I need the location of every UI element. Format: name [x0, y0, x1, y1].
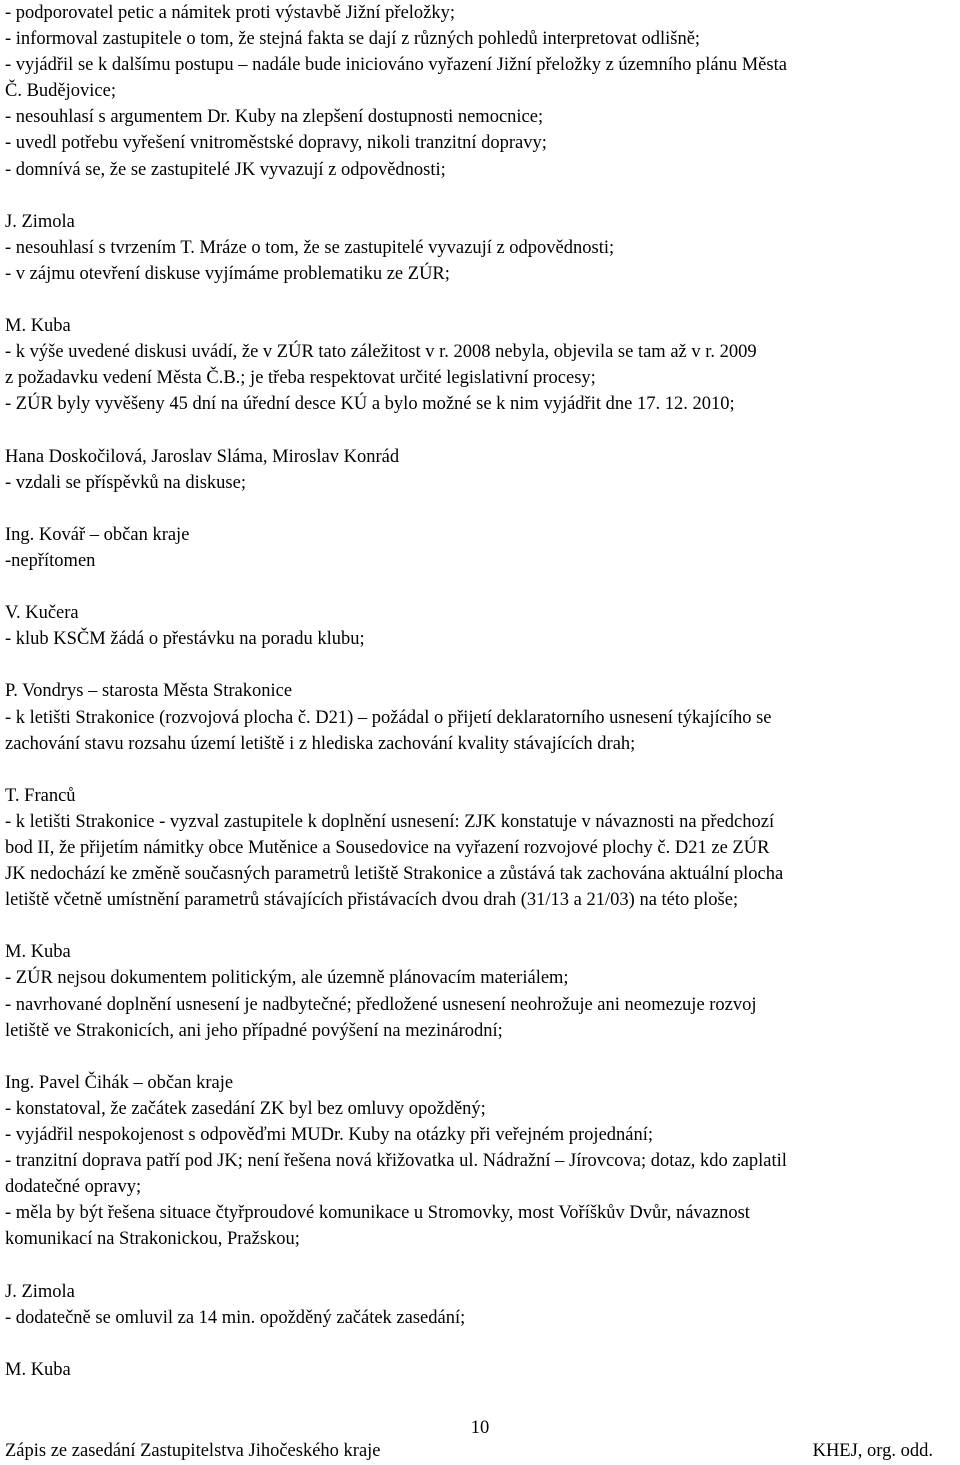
text-line: letiště včetně umístnění parametrů stávajících přistávacích dvou drah (31/13 a 21/03) na této ploše; — [5, 890, 739, 911]
text-line: - vzdali se příspěvků na diskuse; — [5, 472, 246, 493]
speaker-name: P. Vondrys – starosta Města Strakonice — [5, 681, 293, 702]
speaker-section — [5, 418, 955, 496]
document-body — [5, 0, 955, 1383]
paragraph-gap — [5, 496, 955, 522]
speaker-name: T. Franců — [5, 785, 76, 806]
speaker-name: J. Zimola — [5, 1281, 75, 1302]
speaker-section — [5, 1331, 955, 1383]
text-line: - uvedl potřebu vyřešení vnitroměstské dopravy, nikoli tranzitní dopravy; — [5, 133, 547, 154]
speaker-name: J. Zimola — [5, 211, 75, 232]
paragraph-gap — [5, 287, 955, 313]
text-line: - nesouhlasí s argumentem Dr. Kuby na zlepšení dostupnosti nemocnice; — [5, 107, 544, 128]
speaker-name: M. Kuba — [5, 316, 71, 337]
text-line: Č. Budějovice; — [5, 81, 116, 102]
text-line: - klub KSČM žádá o přestávku na poradu klubu; — [5, 629, 365, 650]
paragraph-gap — [5, 574, 955, 600]
paragraph-gap — [5, 1044, 955, 1070]
text-line: dodatečné opravy; — [5, 1177, 142, 1198]
text-line: - k letišti Strakonice - vyzval zastupitele k doplnění usnesení: ZJK konstatuje v návaznosti na předchozí — [5, 811, 775, 832]
footer-left-text: Zápis ze zasedání Zastupitelstva Jihočeského kraje — [5, 1441, 381, 1461]
speaker-section — [5, 757, 955, 914]
text-line: - ZÚR nejsou dokumentem politickým, ale územně plánovacím materiálem; — [5, 968, 569, 989]
speaker-section — [5, 287, 955, 417]
text-line: - měla by být řešena situace čtyřproudové komunikace u Stromovky, most Voříškův Dvůr, návaznost — [5, 1203, 750, 1224]
paragraph-gap — [5, 913, 955, 939]
paragraph-gap — [5, 1331, 955, 1357]
paragraph-gap — [5, 183, 955, 209]
text-line: - vyjádřil se k dalšímu postupu – nadále bude iniciováno vyřazení Jižní přeložky z územního plánu Města — [5, 55, 787, 76]
text-line: - dodatečně se omluvil za 14 min. opožděný začátek zasedání; — [5, 1307, 466, 1328]
speaker-section — [5, 652, 955, 756]
text-line: - konstatoval, že začátek zasedání ZK byl bez omluvy opožděný; — [5, 1098, 486, 1119]
speaker-name: Ing. Kovář – občan kraje — [5, 524, 190, 545]
speaker-name: M. Kuba — [5, 942, 71, 963]
text-line: z požadavku vedení Města Č.B.; je třeba respektovat určité legislativní procesy; — [5, 368, 596, 389]
text-line: zachování stavu rozsahu území letiště i z hlediska zachování kvality stávajících drah; — [5, 733, 636, 754]
text-line: JK nedochází ke změně současných parametrů letiště Strakonice a zůstává tak zachována aktuální plocha — [5, 864, 784, 885]
text-line: - domnívá se, že se zastupitelé JK vyvazují z odpovědnosti; — [5, 159, 446, 180]
paragraph-gap — [5, 418, 955, 444]
footer-right-text: KHEJ, org. odd. — [812, 1441, 933, 1461]
speaker-section — [5, 0, 955, 183]
paragraph-gap — [5, 652, 955, 678]
text-line: letiště ve Strakonicích, ani jeho případné povýšení na mezinárodní; — [5, 1020, 503, 1041]
paragraph-gap — [5, 757, 955, 783]
text-line: - vyjádřil nespokojenost s odpověďmi MUDr. Kuby na otázky při veřejném projednání; — [5, 1125, 654, 1146]
speaker-name: Ing. Pavel Čihák – občan kraje — [5, 1072, 234, 1093]
text-line: - informoval zastupitele o tom, že stejná fakta se dají z různých pohledů interpretovat odlišně; — [5, 29, 701, 50]
text-line: - k letišti Strakonice (rozvojová plocha č. D21) – požádal o přijetí deklaratorního usnesení týkajícího se — [5, 707, 772, 728]
speaker-name: Hana Doskočilová, Jaroslav Sláma, Miroslav Konrád — [5, 446, 400, 467]
text-line: - nesouhlasí s tvrzením T. Mráze o tom, že se zastupitelé vyvazují z odpovědnosti; — [5, 237, 615, 258]
speaker-name: V. Kučera — [5, 603, 79, 624]
text-line: - tranzitní doprava patří pod JK; není řešena nová křižovatka ul. Nádražní – Jírovcova; dotaz, kdo zaplatil — [5, 1151, 787, 1172]
text-line: komunikací na Strakonickou, Pražskou; — [5, 1229, 300, 1250]
speaker-section — [5, 496, 955, 574]
text-line: bod II, že přijetím námitky obce Mutěnice a Sousedovice na vyřazení rozvojové plochy č. D21 ze ZÚR — [5, 838, 770, 858]
speaker-section — [5, 1253, 955, 1331]
text-line: - navrhované doplnění usnesení je nadbytečné; předložené usnesení neohrožuje ani neomezuje rozvoj — [5, 994, 757, 1015]
page-number: 10 — [470, 1418, 490, 1438]
speaker-section — [5, 574, 955, 652]
text-line: - v zájmu otevření diskuse vyjímáme problematiku ze ZÚR; — [5, 263, 450, 284]
speaker-section — [5, 1044, 955, 1253]
speaker-section — [5, 913, 955, 1043]
text-line: - ZÚR byly vyvěšeny 45 dní na úřední desce KÚ a bylo možné se k nim vyjádřit dne 17. 12. 2010; — [5, 394, 735, 415]
text-line: - podporovatel petic a námitek proti výstavbě Jižní přeložky; — [5, 3, 456, 23]
text-line: - k výše uvedené diskusi uvádí, že v ZÚR tato záležitost v r. 2008 nebyla, objevila se tam až v r. 2009 — [5, 342, 757, 363]
speaker-name: M. Kuba — [5, 1359, 71, 1380]
text-line: -nepřítomen — [5, 550, 96, 571]
speaker-section — [5, 183, 955, 287]
page-footer — [5, 1440, 933, 1462]
paragraph-gap — [5, 1253, 955, 1279]
